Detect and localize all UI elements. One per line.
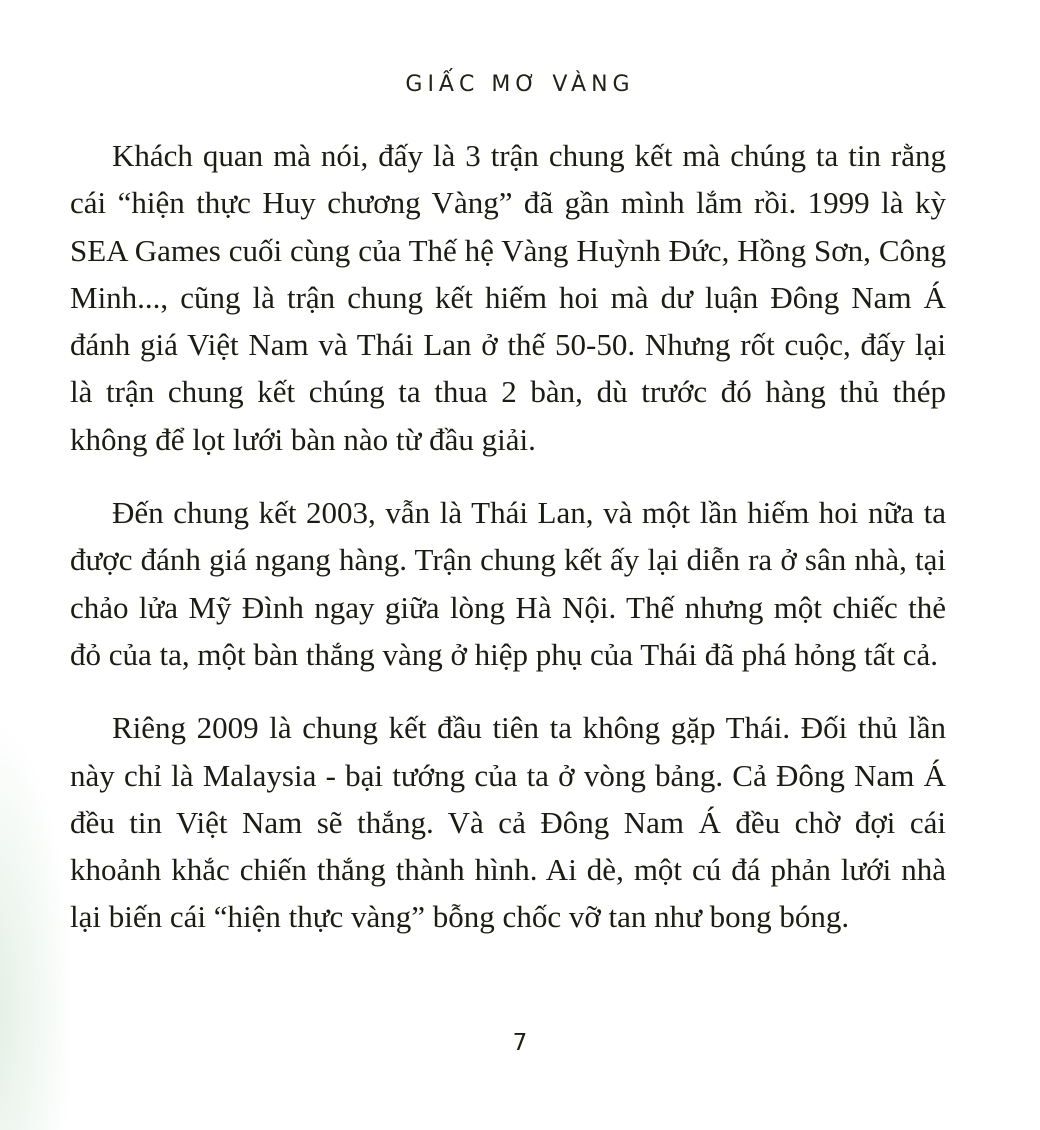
page-number: 7 [512,1030,528,1056]
body-text [70,132,946,967]
paragraph-2003-final: Đến chung kết 2003, vẫn là Thái Lan, và một lần hiếm hoi nữa ta được đánh giá ngang hàng. Trận chung kết ấy lại diễn ra ở sân nhà, tại chảo lửa Mỹ Đình ngay giữa lòng Hà Nội. Thế nhưng một chiếc thẻ đỏ của ta, một bàn thắng vàng ở hiệp phụ của Thái đã phá hỏng tất cả. [70,495,946,672]
paragraph-2009-final: Riêng 2009 là chung kết đầu tiên ta không gặp Thái. Đối thủ lần này chỉ là Malaysia - bại tướng của ta ở vòng bảng. Cả Đông Nam Á đều tin Việt Nam sẽ thắng. Và cả Đông Nam Á đều chờ đợi cái khoảnh khắc chiến thắng thành hình. Ai dè, một cú đá phản lưới nhà lại biến cái “hiện thực vàng” bỗng chốc vỡ tan như bong bóng. [70,710,946,935]
running-header: GIẤC MƠ VÀNG [405,72,635,97]
paragraph-1999-final: Khách quan mà nói, đấy là 3 trận chung kết mà chúng ta tin rằng cái “hiện thực Huy chương Vàng” đã gần mình lắm rồi. 1999 là kỳ SEA Games cuối cùng của Thế hệ Vàng Huỳnh Đức, Hồng Sơn, Công Minh..., cũng là trận chung kết hiếm hoi mà dư luận Đông Nam Á đánh giá Việt Nam và Thái Lan ở thế 50-50. Nhưng rốt cuộc, đấy lại là trận chung kết chúng ta thua 2 bàn, dù trước đó hàng thủ thép không để lọt lưới bàn nào từ đầu giải. [70,138,946,457]
